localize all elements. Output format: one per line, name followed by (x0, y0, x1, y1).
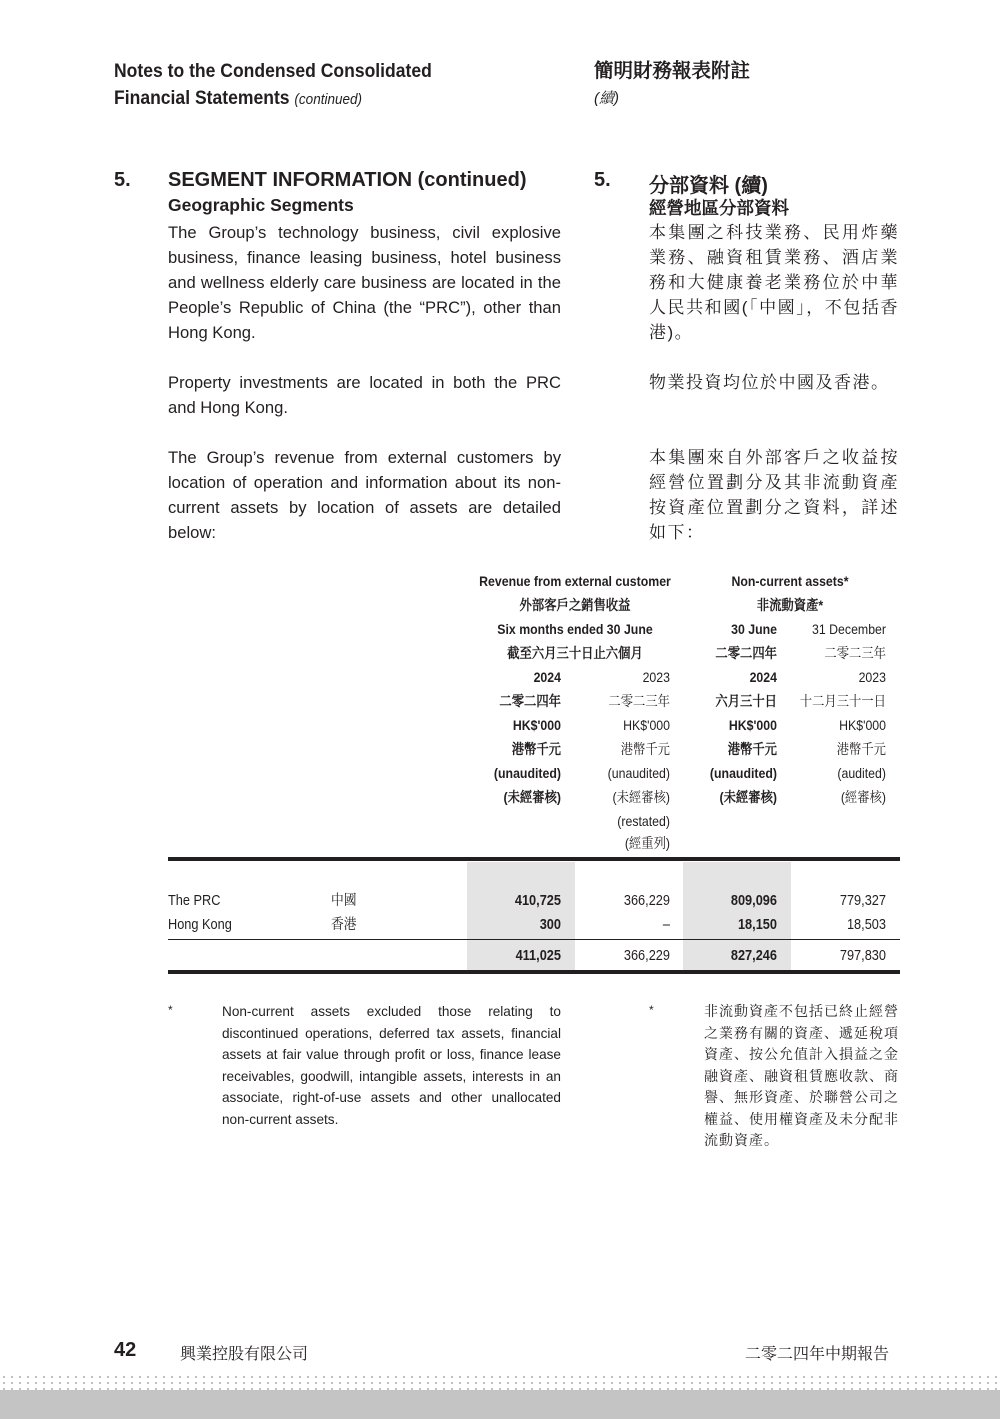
col4-year-zh: 十二月三十一日 (799, 693, 886, 709)
table-subtotal-rule (168, 939, 900, 940)
col2-status: (unaudited) (607, 765, 670, 781)
section-title-en: SEGMENT INFORMATION (continued) (168, 169, 527, 191)
group2-title-en: Non-current assets* (731, 573, 849, 589)
col2-unit: HK$'000 (623, 717, 670, 733)
section-number-en: 5. (114, 169, 131, 191)
footer-band (0, 1390, 1000, 1419)
paragraph-1-zh: 本集團之科技業務、民用炸藥業務、融資租賃業務、酒店業務和大健康養老業務位於中華人民共和國(「中國」，不包括香港)。 (649, 223, 899, 342)
total-col2: 366,229 (623, 948, 670, 964)
row-prc-col2: 366,229 (623, 893, 670, 909)
header-continued-en: (continued) (294, 91, 362, 108)
group2-title-zh: 非流動資產* (756, 597, 824, 613)
row-hk-col1: 300 (539, 917, 561, 933)
group1-title-en: Revenue from external customer (479, 573, 671, 589)
total-col3: 827,246 (730, 948, 777, 964)
row-prc-col4: 779,327 (839, 893, 886, 909)
col3-unit-zh: 港幣千元 (727, 741, 777, 757)
paragraph-2-zh: 物業投資均位於中國及香港。 (649, 373, 890, 392)
row-hk-label-zh: 香港 (331, 917, 357, 933)
paragraph-3-en: The Group’s revenue from external customers by location of operation and information about its non-current assets by location of assets are detailed below: (168, 448, 561, 542)
header-title-line2 (114, 85, 432, 113)
col3-status-zh: (未經審核) (719, 789, 777, 805)
col4-date: 31 December (812, 621, 886, 637)
total-col4: 797,830 (839, 948, 886, 964)
col1-status-zh: (未經審核) (503, 789, 561, 805)
col4-year: 2023 (858, 669, 886, 685)
table-bottom-rule (168, 970, 900, 974)
paragraph-1-en: The Group’s technology business, civil explosive business, finance leasing business, hotel business and wellness elderly care business are located in the People’s Republic of China (the “PRC”), other than Hong Kong. (168, 223, 561, 342)
section-subtitle-en: Geographic Segments (168, 195, 354, 215)
footnote-marker-en: * (168, 1003, 173, 1017)
footer-dot-pattern (0, 1374, 1000, 1390)
section-subtitle-zh: 經營地區分部資料 (649, 198, 789, 218)
header-title-zh (594, 58, 750, 112)
col4-status-zh: (經審核) (840, 789, 886, 805)
col3-date-zh: 二零二四年 (715, 645, 777, 661)
group1-title-zh: 外部客戶之銷售收益 (519, 597, 631, 613)
header-title-line1: Notes to the Condensed Consolidated (114, 60, 432, 82)
footnote-text-zh: 非流動資產不包括已終止經營之業務有關的資產、遞延稅項資產、按公允值計入損益之金融資產、融資租賃應收款、商譽、無形資產、於聯營公司之權益、使用權資產及未分配非流動資產。 (704, 1003, 899, 1148)
row-hk-col2: – (662, 917, 670, 933)
col1-status: (unaudited) (493, 765, 561, 781)
col2-year: 2023 (642, 669, 670, 685)
col4-status: (audited) (837, 765, 886, 781)
col3-date: 30 June (731, 621, 777, 637)
row-prc-col1: 410,725 (514, 893, 561, 909)
page-number: 42 (114, 1339, 137, 1361)
footnote-text-en: Non-current assets excluded those relating to discontinued operations, deferred tax assets, financial assets at fair value through profit or loss, finance lease receivables, goodwill, intangible assets, interests in an associate, right-of-use assets and other unallocated non-current assets. (222, 1004, 561, 1127)
col1-unit: HK$'000 (512, 717, 561, 733)
col2-unit-zh: 港幣千元 (620, 741, 670, 757)
footnote-marker-zh: * (649, 1003, 654, 1017)
row-hk-col3: 18,150 (737, 917, 777, 933)
col2-year-zh: 二零二三年 (608, 693, 670, 709)
row-prc-col3: 809,096 (730, 893, 777, 909)
col3-year: 2024 (749, 669, 777, 685)
col4-date-zh: 二零二三年 (824, 645, 886, 661)
table-top-rule (168, 857, 900, 861)
col1-year: 2024 (533, 669, 561, 685)
row-hk-label-en: Hong Kong (168, 917, 232, 933)
col4-unit: HK$'000 (839, 717, 886, 733)
header-title-en (114, 58, 432, 113)
paragraph-3-zh: 本集團來自外部客戶之收益按經營位置劃分及其非流動資產按資產位置劃分之資料，詳述如下： (649, 448, 899, 542)
footer-report: 二零二四年中期報告 (745, 1346, 890, 1363)
group1-period-zh: 截至六月三十日止六個月 (507, 645, 643, 661)
header-title-zh-text: 簡明財務報表附註 (594, 60, 751, 82)
col2-status-zh: (未經審核) (612, 789, 670, 805)
header-continued-zh: (續) (594, 90, 619, 107)
col4-unit-zh: 港幣千元 (836, 741, 886, 757)
total-col1: 411,025 (515, 948, 561, 964)
footer-company: 興業控股有限公司 (180, 1346, 309, 1363)
section-number-zh: 5. (594, 169, 611, 191)
paragraph-2-en: Property investments are located in both the PRC and Hong Kong. (168, 373, 561, 417)
header-title-line2-text: Financial Statements (114, 87, 290, 109)
col3-year-zh: 六月三十日 (715, 693, 777, 709)
col3-unit: HK$'000 (728, 717, 777, 733)
col2-restated: (restated) (617, 813, 670, 829)
section-title-zh: 分部資料 (續) (649, 175, 768, 197)
col2-restated-zh: (經重列) (624, 835, 670, 851)
col1-year-zh: 二零二四年 (499, 693, 561, 709)
row-prc-label-zh: 中國 (331, 893, 357, 909)
row-prc-label-en: The PRC (168, 893, 221, 909)
col3-status: (unaudited) (709, 765, 777, 781)
group1-period-en: Six months ended 30 June (497, 621, 653, 637)
row-hk-col4: 18,503 (846, 917, 886, 933)
col1-unit-zh: 港幣千元 (511, 741, 561, 757)
